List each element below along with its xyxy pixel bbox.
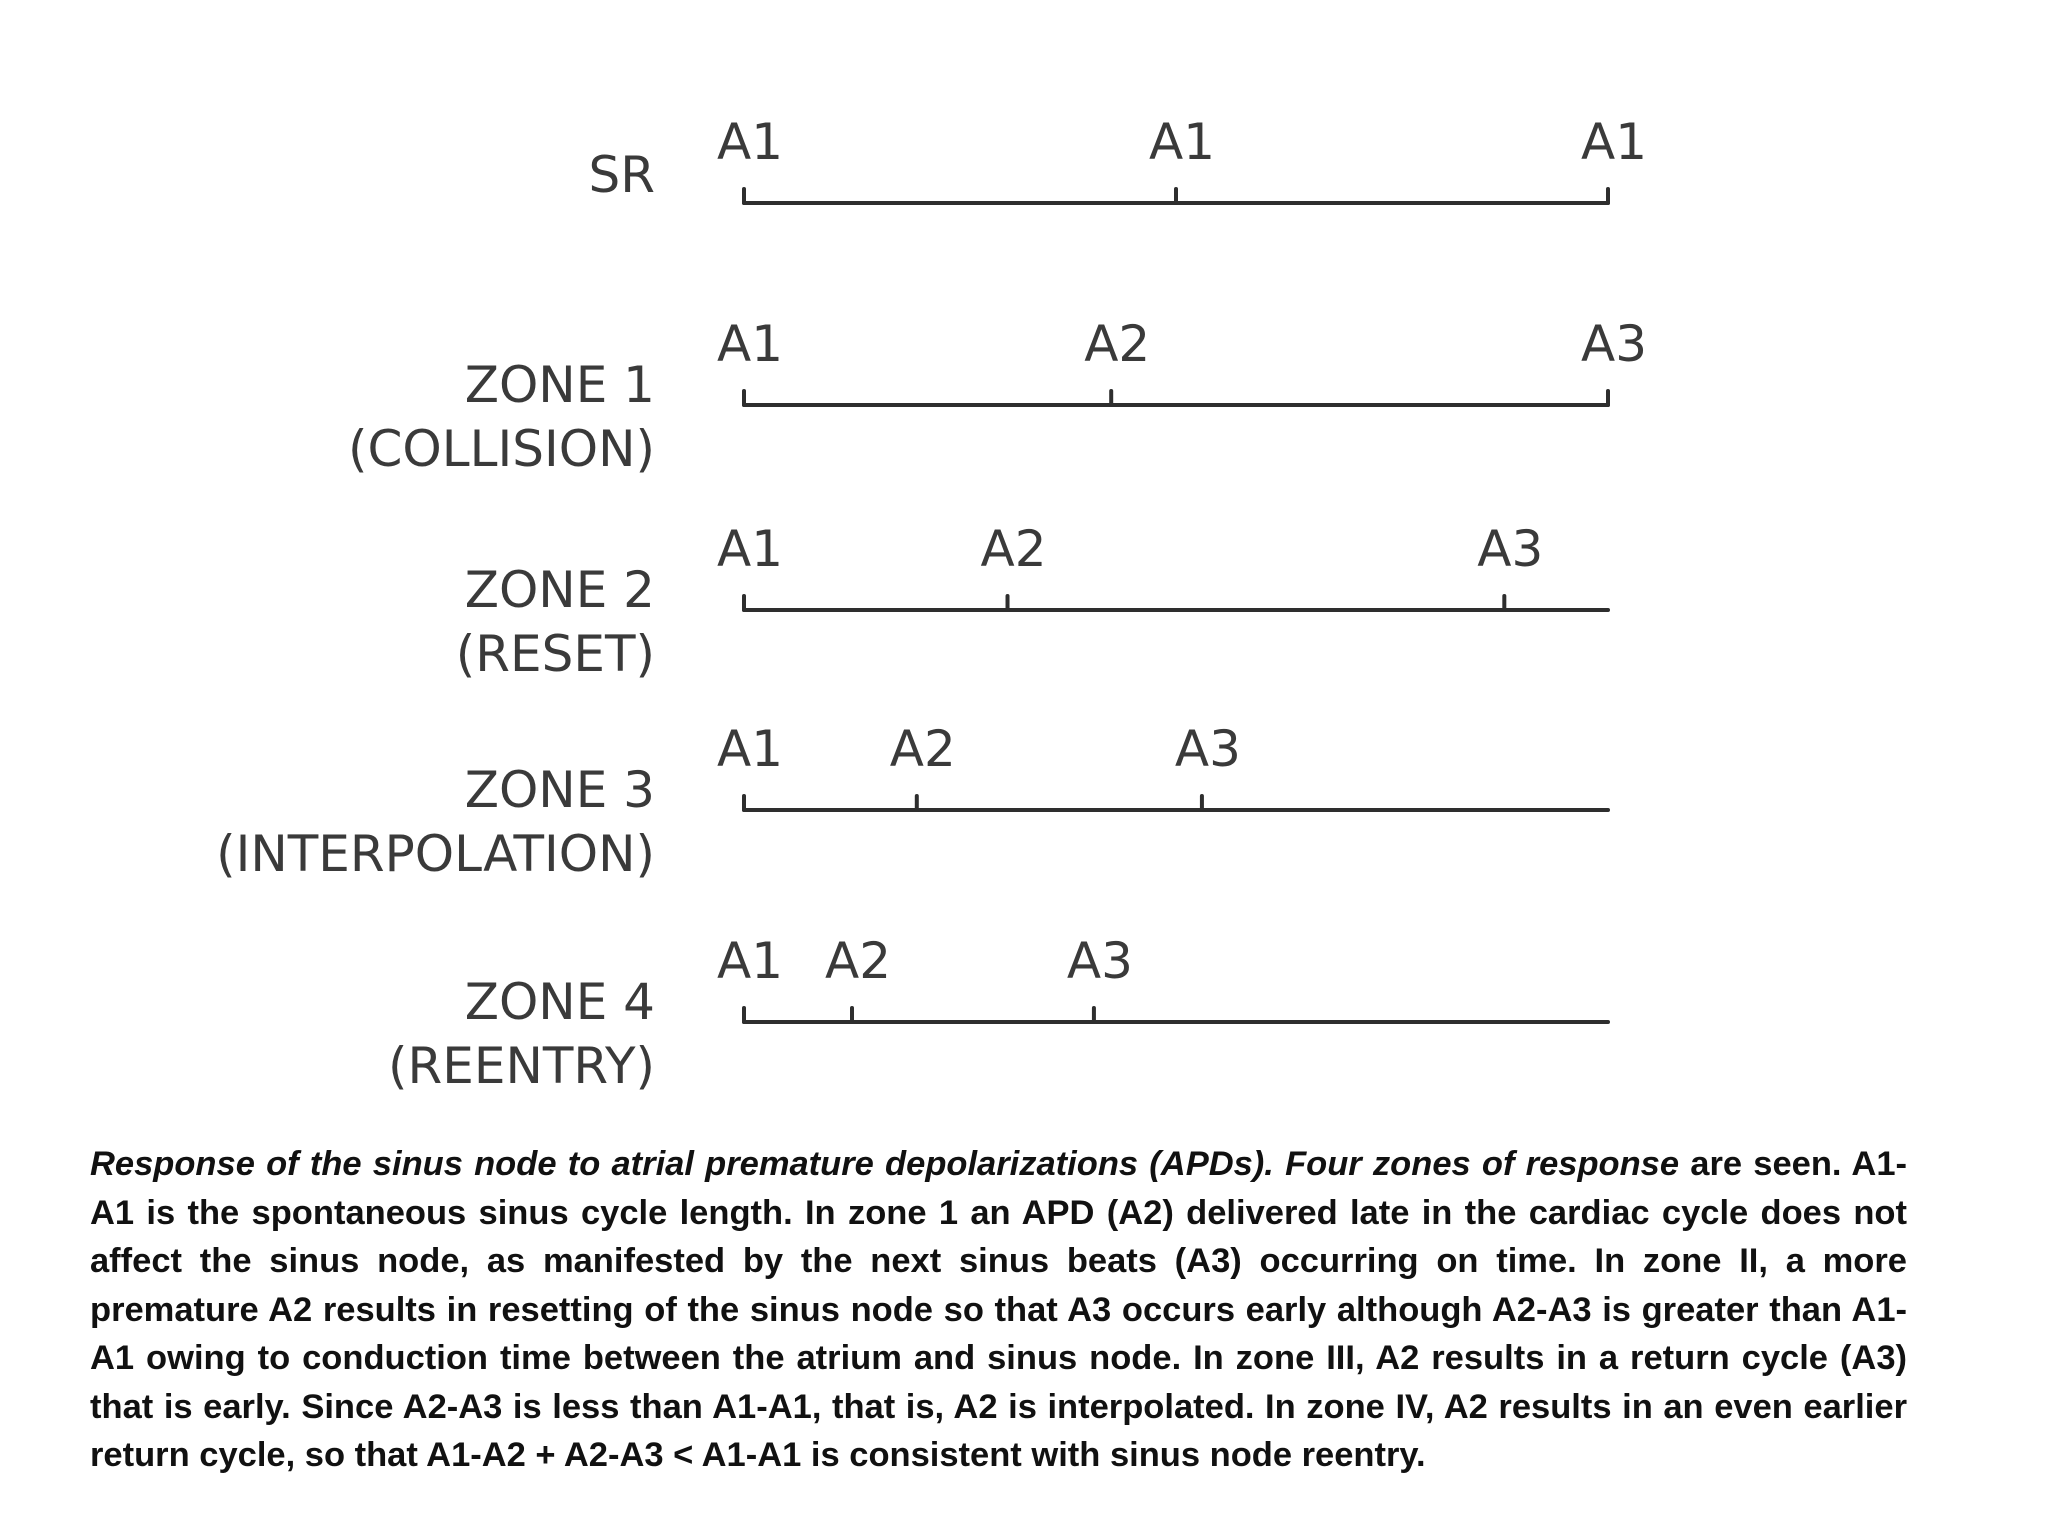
event-label: A1 [716, 520, 784, 578]
event-label: A1 [716, 113, 784, 171]
zone-row [348, 315, 1647, 478]
event-label: A1 [1580, 113, 1648, 171]
zone-row [388, 932, 1608, 1095]
row-sublabel: (RESET) [455, 625, 655, 683]
event-label: A3 [1477, 520, 1544, 578]
row-label: ZONE 1 [464, 356, 655, 414]
event-label: A1 [1148, 113, 1216, 171]
event-label: A2 [889, 720, 956, 778]
event-label: A3 [1066, 932, 1133, 990]
event-label: A1 [716, 720, 784, 778]
zone-row [216, 720, 1608, 883]
row-sublabel: (REENTRY) [388, 1037, 655, 1095]
row-label: ZONE 3 [464, 761, 655, 819]
row-label: ZONE 2 [464, 561, 655, 619]
row-label: SR [588, 146, 655, 204]
figure-caption [90, 1140, 1907, 1480]
event-label: A2 [1084, 315, 1151, 373]
event-label: A2 [824, 932, 892, 990]
event-label: A1 [716, 315, 784, 373]
row-sublabel: (COLLISION) [348, 420, 655, 478]
caption-body: are seen. A1-A1 is the spontaneous sinus cycle length. In zone 1 an APD (A2) delivered late in the cardiac cycle does not affect the sinus node, as manifested by the next sinus beats (A3) occurring on time. In zone II, a more premature A2 results in resetting of the sinus node so that A3 occurs early although A2-A3 is greater than A1-A1 owing to conduction time between the atrium and sinus node. In zone III, A2 results in a return cycle (A3) that is early. Since A2-A3 is less than A1-A1, that is, A2 is interpolated. In zone IV, A2 results in an even earlier return cycle, so that A1-A2 + A2-A3 < A1-A1 is consistent with sinus node reentry. [90, 1145, 1907, 1474]
caption-italic-lead: Response of the sinus node to atrial premature depolarizations (APDs). Four zones of response [90, 1145, 1680, 1183]
event-label: A3 [1580, 315, 1648, 373]
event-label: A3 [1174, 720, 1241, 778]
row-sublabel: (INTERPOLATION) [216, 825, 655, 883]
zone-row [456, 520, 1608, 683]
event-label: A1 [716, 932, 784, 990]
zone-row [589, 113, 1647, 204]
event-label: A2 [980, 520, 1047, 578]
row-label: ZONE 4 [464, 973, 655, 1031]
